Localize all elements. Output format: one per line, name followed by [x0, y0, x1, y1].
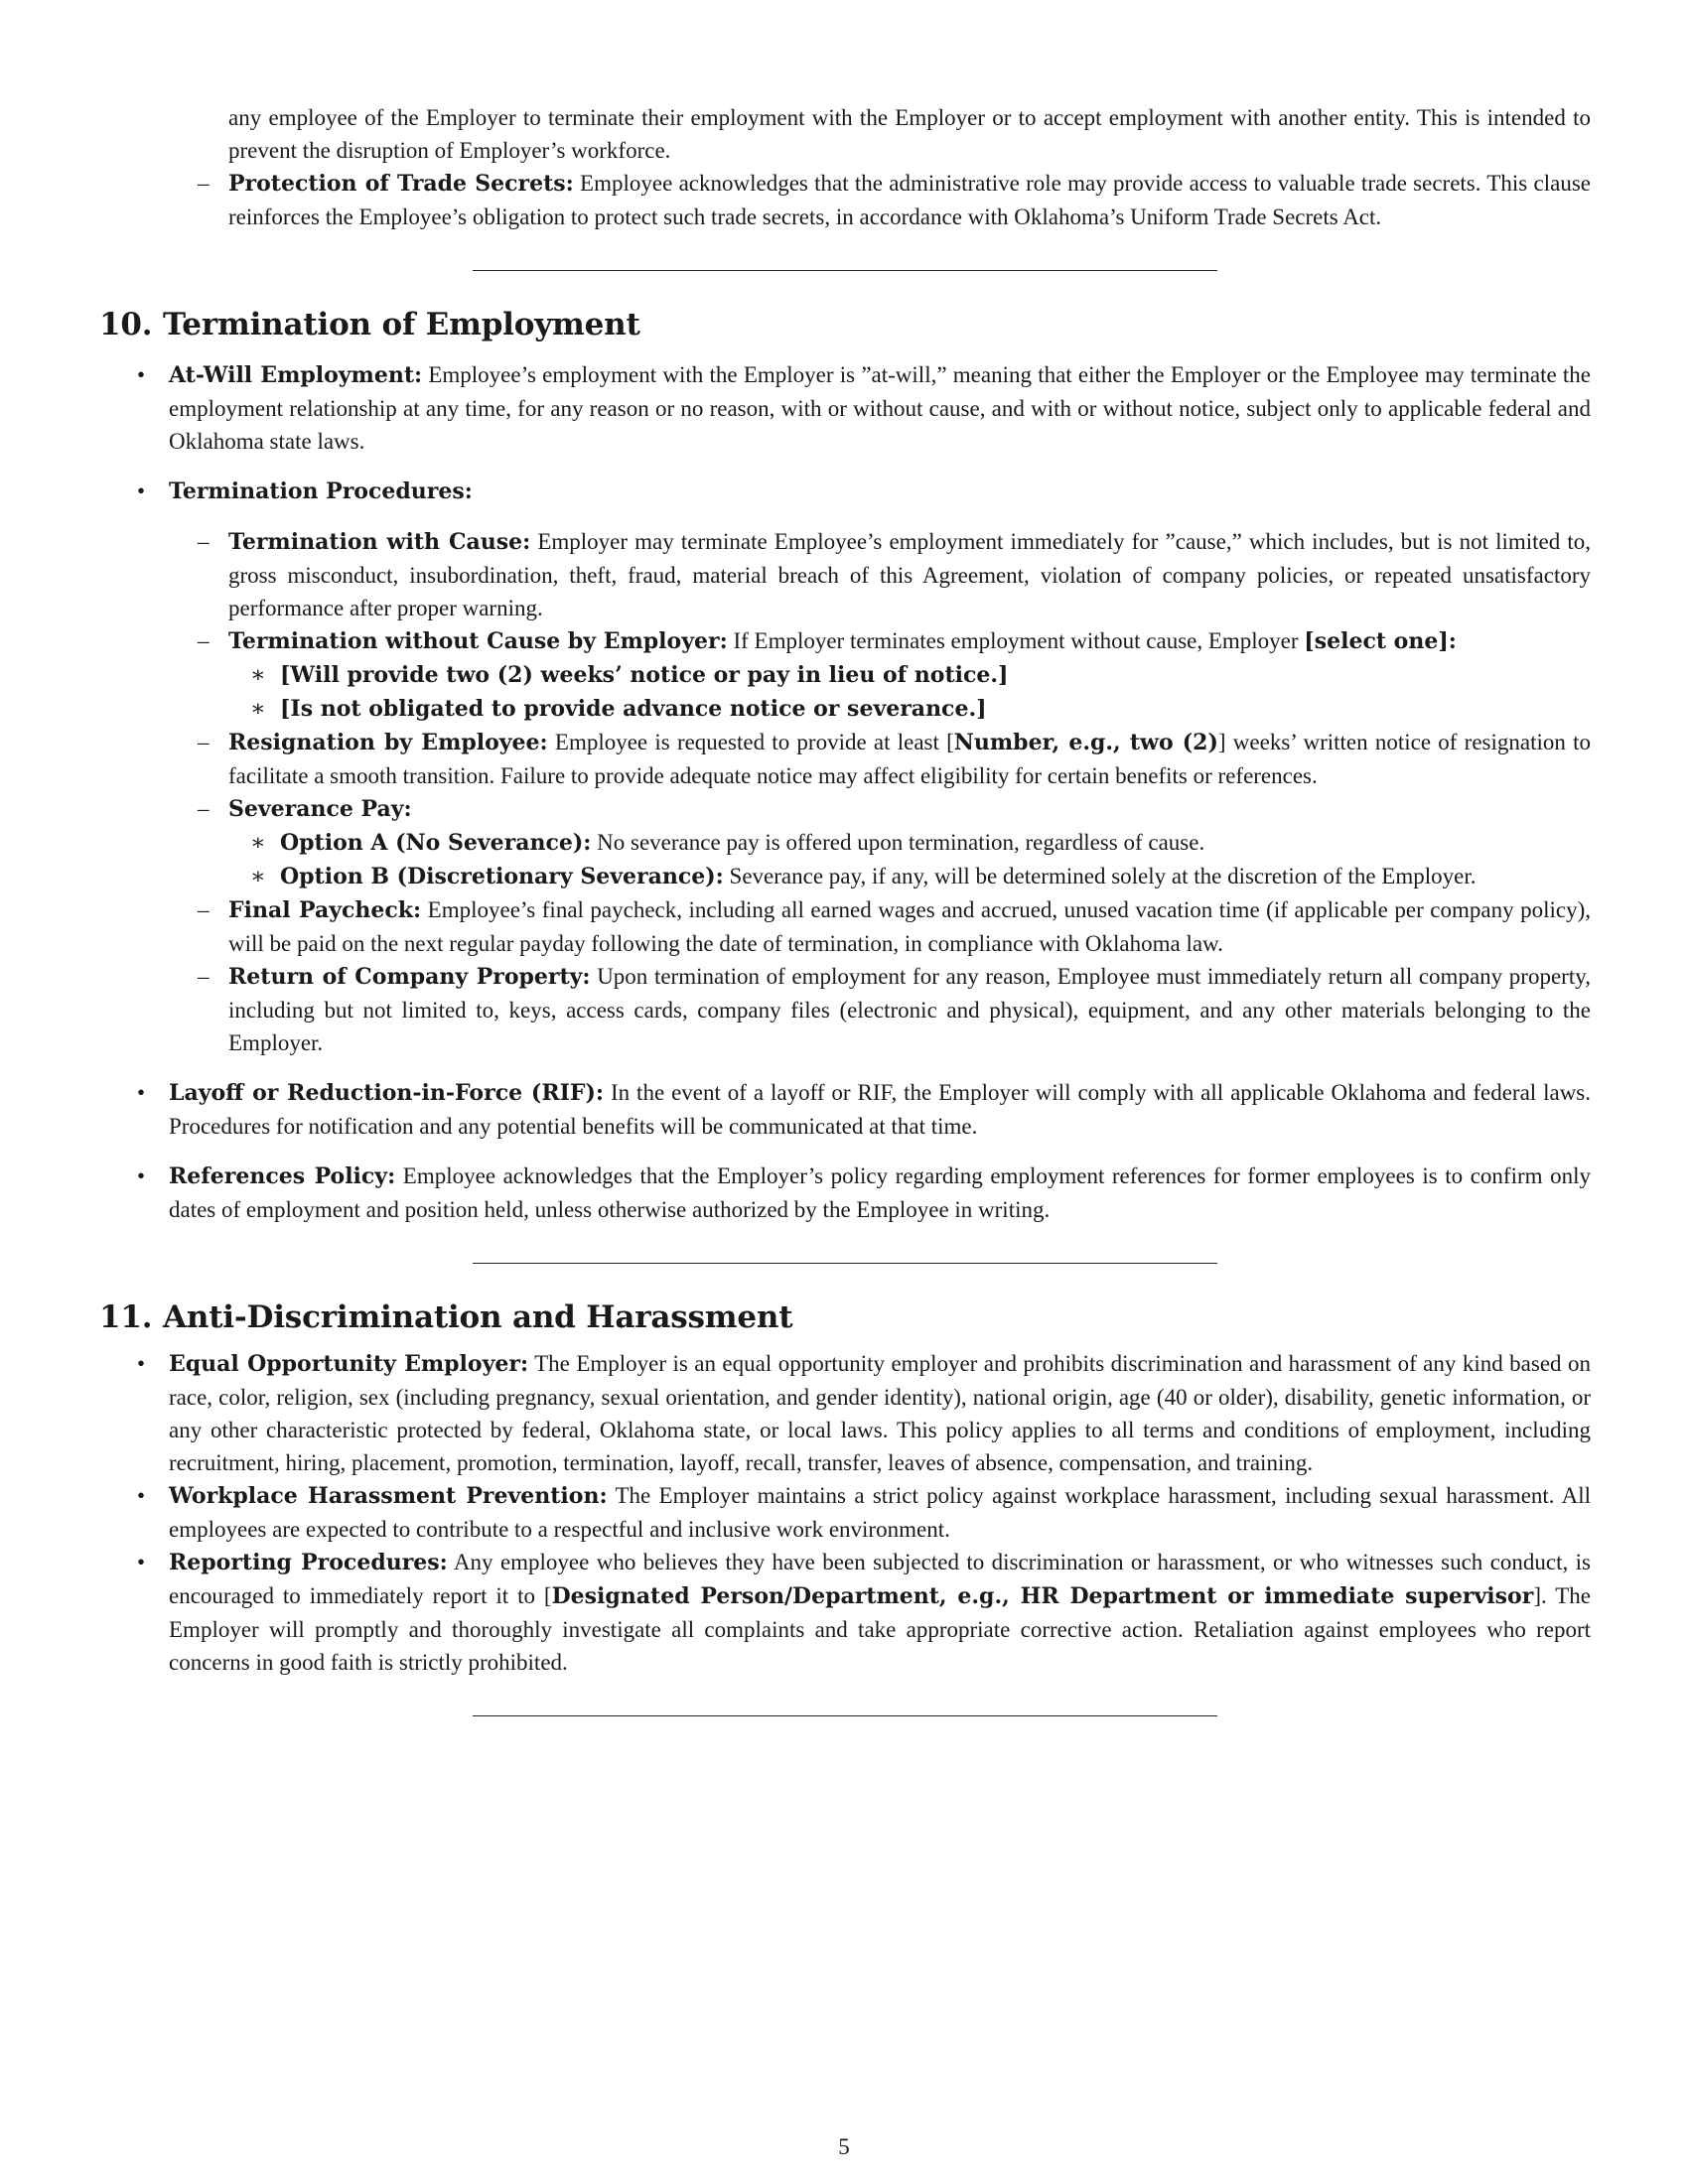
references-label: References Policy: — [169, 1163, 396, 1189]
option-no-notice-item — [99, 692, 1591, 726]
final-paycheck-label: Final Paycheck: — [228, 897, 422, 923]
dash-marker: – — [198, 897, 210, 922]
severance-a-label: Option A (No Severance): — [280, 830, 592, 856]
resign-placeholder: Number, e.g., two (2) — [953, 730, 1218, 755]
bullet-marker: • — [137, 1550, 146, 1574]
severance-label: Severance Pay: — [228, 796, 412, 822]
severance-option-a-item — [99, 826, 1591, 860]
reporting-text-1: Any employee who believes they have been subjected to discrimination or harassment, or who witnesses such conduct, is encouraged to immediately report it to [ — [169, 1550, 1591, 1608]
section-10-heading — [99, 305, 1591, 344]
resignation-item — [99, 726, 1591, 792]
at-will-item — [99, 358, 1591, 458]
dash-marker: – — [198, 796, 210, 821]
reporting-procedures-item — [99, 1546, 1591, 1679]
trade-secrets-text: Employee acknowledges that the administrative role may provide access to valuable trade secrets. This clause reinforces the Employee’s obligation to protect such trade secrets, in accordance with Oklahoma’s Uniform Trade Secrets Act. — [228, 171, 1591, 229]
nocause-select: [select one]: — [1304, 628, 1457, 654]
dash-marker: – — [198, 964, 210, 989]
return-property-item — [99, 960, 1591, 1059]
option-notice-text: [Will provide two (2) weeks’ notice or pay in lieu of notice.] — [280, 662, 1009, 688]
reporting-text-2: ]. The Employer will promptly and thoroughly investigate all complaints and take appropriate corrective action. Retaliation against employees who report concerns in good faith is strictly prohibited. — [169, 1583, 1591, 1675]
bullet-marker: • — [137, 1163, 146, 1188]
harassment-text: The Employer maintains a strict policy against workplace harassment, including sexual harassment. All employees are expected to contribute to a respectful and inclusive work environment. — [169, 1483, 1591, 1542]
cause-label: Termination with Cause: — [228, 529, 531, 555]
final-paycheck-text: Employee’s final paycheck, including all earned wages and accrued, unused vacation time (if applicable per company policy), will be paid on the next regular payday following the date of termination, in compliance with Oklahoma law. — [228, 897, 1591, 956]
section-title: Termination of Employment — [163, 307, 640, 342]
references-item — [99, 1160, 1591, 1226]
asterisk-marker: ∗ — [250, 830, 266, 855]
termination-with-cause-item — [99, 525, 1591, 624]
section-11-heading — [99, 1297, 1591, 1337]
bullet-marker: • — [137, 1080, 146, 1105]
option-no-notice-text: [Is not obligated to provide advance notice or severance.] — [280, 696, 987, 722]
layoff-item — [99, 1076, 1591, 1143]
document-page — [99, 101, 1591, 1716]
severance-item — [99, 792, 1591, 826]
eeo-text: The Employer is an equal opportunity employer and prohibits discrimination and harassment of any kind based on race, color, religion, sex (including pregnancy, sexual orientation, and gender identity), national origin, age (40 or older), disability, genetic information, or any other characteristic protected by federal, Oklahoma state, or local laws. This policy applies to all terms and conditions of employment, including recruitment, hiring, placement, promotion, termination, layoff, recall, transfer, leaves of absence, compensation, and training. — [169, 1351, 1591, 1475]
nocause-text: If Employer terminates employment without cause, Employer — [727, 628, 1305, 653]
cause-text: Employer may terminate Employee’s employment immediately for ”cause,” which includes, but is not limited to, gross misconduct, insubordination, theft, fraud, material breach of this Agreement, violation of company policies, or repeated unsatisfactory performance after proper warning. — [228, 529, 1591, 620]
at-will-text: Employee’s employment with the Employer is ”at-will,” meaning that either the Employer or the Employee may terminate the employment relationship at any time, for any reason or no reason, with or without cause, and with or without notice, subject only to applicable federal and Oklahoma state laws. — [169, 362, 1591, 454]
asterisk-marker: ∗ — [250, 864, 266, 888]
termination-procedures-item — [99, 475, 1591, 508]
harassment-label: Workplace Harassment Prevention: — [169, 1483, 608, 1509]
section-number: 10. — [99, 307, 153, 342]
bullet-marker: • — [137, 1351, 146, 1376]
noncompete-continuation: any employee of the Employer to terminate their employment with the Employer or to accept employment with another entity. This is intended to prevent the disruption of Employer’s workforce. — [228, 105, 1591, 163]
reporting-label: Reporting Procedures: — [169, 1550, 448, 1575]
asterisk-marker: ∗ — [250, 662, 266, 687]
bullet-marker: • — [137, 478, 146, 503]
return-property-label: Return of Company Property: — [228, 964, 591, 990]
dash-marker: – — [198, 171, 210, 196]
trade-secrets-label: Protection of Trade Secrets: — [228, 171, 574, 197]
harassment-prevention-item — [99, 1479, 1591, 1546]
severance-option-b-item — [99, 860, 1591, 893]
severance-b-text: Severance pay, if any, will be determined solely at the discretion of the Employer. — [723, 864, 1477, 888]
section-number: 11. — [99, 1299, 153, 1335]
nocause-label: Termination without Cause by Employer: — [228, 628, 728, 654]
asterisk-marker: ∗ — [250, 696, 266, 721]
dash-marker: – — [198, 529, 210, 554]
page-number: 5 — [838, 2134, 850, 2159]
layoff-text: In the event of a layoff or RIF, the Employer will comply with all applicable Oklahoma and federal laws. Procedures for notification and any potential benefits will be communicated at that time. — [169, 1080, 1592, 1139]
trade-secrets-item — [99, 167, 1591, 233]
dash-marker: – — [198, 628, 210, 653]
return-property-text: Upon termination of employment for any reason, Employee must immediately return all company property, including but not limited to, keys, access cards, company files (electronic and physical), equipment, and any other materials belonging to the Employer. — [228, 964, 1591, 1055]
dash-marker: – — [198, 730, 210, 754]
bullet-marker: • — [137, 1483, 146, 1508]
section-title: Anti-Discrimination and Harassment — [163, 1299, 793, 1335]
resign-text-1: Employee is requested to provide at least [ — [547, 730, 954, 754]
bullet-marker: • — [137, 362, 146, 387]
reporting-placeholder: Designated Person/Department, e.g., HR Department or immediate supervisor — [551, 1583, 1534, 1609]
at-will-label: At-Will Employment: — [169, 362, 423, 388]
equal-opportunity-item — [99, 1347, 1591, 1479]
severance-b-label: Option B (Discretionary Severance): — [280, 864, 724, 889]
references-text: Employee acknowledges that the Employer’s policy regarding employment references for former employees is to confirm only dates of employment and position held, unless otherwise authorized by the Employee in writing. — [169, 1163, 1591, 1222]
severance-a-text: No severance pay is offered upon termination, regardless of cause. — [591, 830, 1205, 855]
eeo-label: Equal Opportunity Employer: — [169, 1351, 529, 1377]
option-notice-item — [99, 658, 1591, 692]
final-paycheck-item — [99, 893, 1591, 960]
layoff-label: Layoff or Reduction-in-Force (RIF): — [169, 1080, 605, 1106]
resign-text-2: ] weeks’ written notice of resignation to facilitate a smooth transition. Failure to provide adequate notice may affect eligibility for certain benefits or references. — [228, 730, 1591, 788]
resign-label: Resignation by Employee: — [228, 730, 548, 755]
termination-procedures-label: Termination Procedures: — [169, 478, 473, 504]
termination-without-cause-item — [99, 624, 1591, 658]
section-divider — [473, 1715, 1217, 1716]
